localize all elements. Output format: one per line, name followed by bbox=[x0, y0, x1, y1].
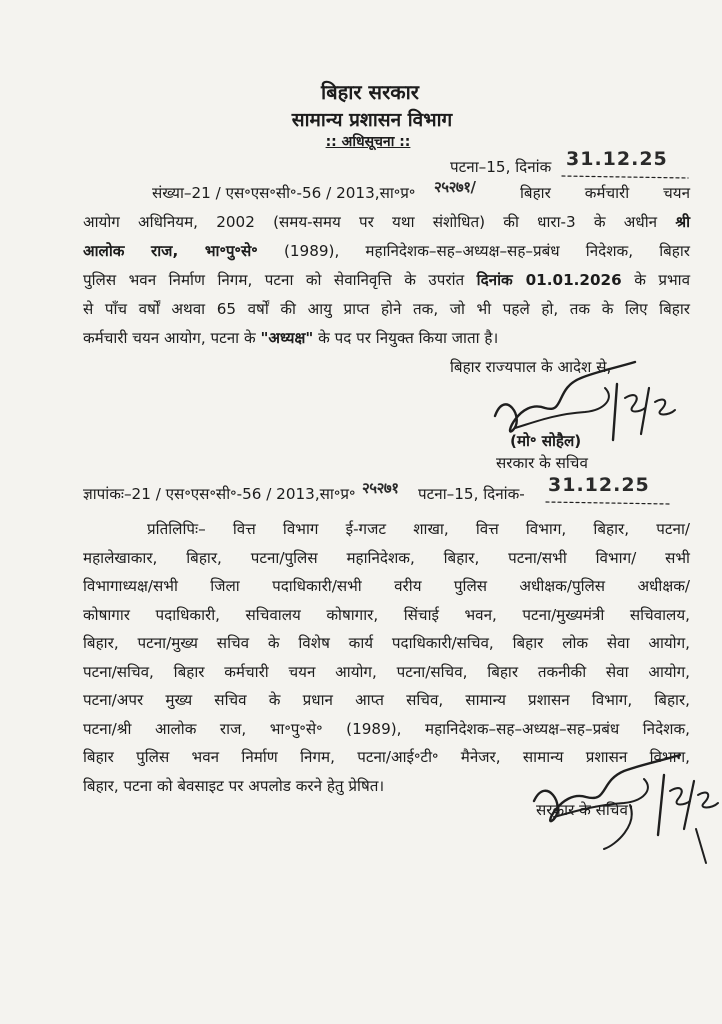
body-text: आयोग अधिनियम, 2002 (समय-समय पर यथा संशोधित) की धारा-3 के अधीन bbox=[83, 213, 658, 231]
notification-ref-number-handwritten: २५२७१/ bbox=[434, 178, 476, 196]
memo-line: कोषागार पदाधिकारी, सचिवालय कोषागार, सिंचाई भवन, पटना/मुख्यमंत्री सचिवालय, bbox=[83, 606, 690, 624]
memo-line: बिहार, पटना/मुख्य सचिव के विशेष कार्य पदाधिकारी/सचिव, बिहार लोक सेवा आयोग, bbox=[83, 634, 690, 652]
body-text-bold: श्री bbox=[675, 213, 690, 231]
memo-line: प्रतिलिपिः– वित्त विभाग ई-गजट शाखा, वित्त विभाग, बिहार, पटना/ bbox=[147, 520, 690, 538]
government-title: बिहार सरकार bbox=[321, 80, 419, 104]
body-text: कर्मचारी चयन आयोग, पटना के bbox=[83, 329, 256, 347]
notification-body-line bbox=[83, 212, 690, 232]
memo-line: बिहार, पटना को बेवसाइट पर अपलोड करने हेतु प्रेषित। bbox=[83, 777, 385, 795]
memo-date-label: पटना–15, दिनांक- bbox=[418, 485, 525, 503]
appointee-name: आलोक राज, भा॰पु॰से॰ bbox=[83, 242, 258, 260]
notification-heading: :: अधिसूचना :: bbox=[325, 134, 411, 150]
order-line: बिहार राज्यपाल के आदेश से, bbox=[450, 358, 612, 376]
memo-ref-number-handwritten: २५२७१ bbox=[362, 479, 399, 497]
memo-signatory-title: सरकार के सचिव। bbox=[536, 801, 634, 819]
memo-date-handwritten: 31.12.25 bbox=[548, 474, 650, 496]
memo-ref-prefix: ज्ञापांकः–21 / एस॰एस॰सी॰-56 / 2013,सा॰प्र॰ bbox=[83, 485, 356, 503]
memo-line: पटना/श्री आलोक राज, भा॰पु॰से॰ (1989), महानिदेशक–सह–अध्यक्ष–सह–प्रबंध निदेशक, bbox=[83, 720, 690, 738]
notification-ref-rest: बिहार कर्मचारी चयन bbox=[520, 184, 690, 202]
body-text: के प्रभाव bbox=[634, 271, 691, 289]
body-text: के पद पर नियुक्त किया जाता है। bbox=[318, 329, 499, 347]
department-title: सामान्य प्रशासन विभाग bbox=[291, 109, 453, 131]
memo-line: पटना/अपर मुख्य सचिव के प्रधान आप्त सचिव, सामान्य प्रशासन विभाग, बिहार, bbox=[83, 691, 690, 709]
date-underline bbox=[560, 172, 700, 182]
notification-date-label: पटना–15, दिनांक bbox=[450, 158, 552, 176]
memo-line: विभागाध्यक्ष/सभी जिला पदाधिकारी/सभी वरीय पुलिस अधीक्षक/पुलिस अधीक्षक/ bbox=[83, 577, 690, 595]
signatory-title: सरकार के सचिव bbox=[496, 454, 588, 472]
memo-line: पटना/सचिव, बिहार कर्मचारी चयन आयोग, पटना/सचिव, बिहार तकनीकी सेवा आयोग, bbox=[83, 663, 690, 681]
signatory-name: (मो॰ सोहैल) bbox=[510, 432, 582, 450]
notification-body-line bbox=[83, 241, 690, 261]
body-text: (1989), महानिदेशक–सह–अध्यक्ष–सह–प्रबंध निदेशक, बिहार bbox=[283, 242, 691, 260]
effective-date: दिनांक 01.01.2026 bbox=[476, 271, 622, 289]
memo-line: महालेखाकार, बिहार, पटना/पुलिस महानिदेशक, बिहार, पटना/सभी विभाग/ सभी bbox=[83, 549, 690, 567]
notification-body-line: से पाँच वर्षों अथवा 65 वर्षों की आयु प्राप्त होने तक, जो भी पहले हो, तक के लिए बिहार bbox=[83, 300, 690, 318]
notification-ref-prefix: संख्या–21 / एस॰एस॰सी॰-56 / 2013,सा॰प्र॰ bbox=[152, 184, 416, 202]
notification-body-line bbox=[83, 328, 498, 348]
body-text: पुलिस भवन निर्माण निगम, पटना को सेवानिवृत्ति के उपरांत bbox=[83, 271, 465, 289]
notification-body-line bbox=[83, 270, 690, 290]
post-title: "अध्यक्ष" bbox=[260, 329, 314, 347]
memo-date-underline bbox=[544, 498, 684, 508]
notification-date-handwritten: 31.12.25 bbox=[566, 148, 668, 170]
memo-line: बिहार पुलिस भवन निर्माण निगम, पटना/आई॰टी॰ मैनेजर, सामान्य प्रशासन विभाग, bbox=[83, 748, 690, 766]
